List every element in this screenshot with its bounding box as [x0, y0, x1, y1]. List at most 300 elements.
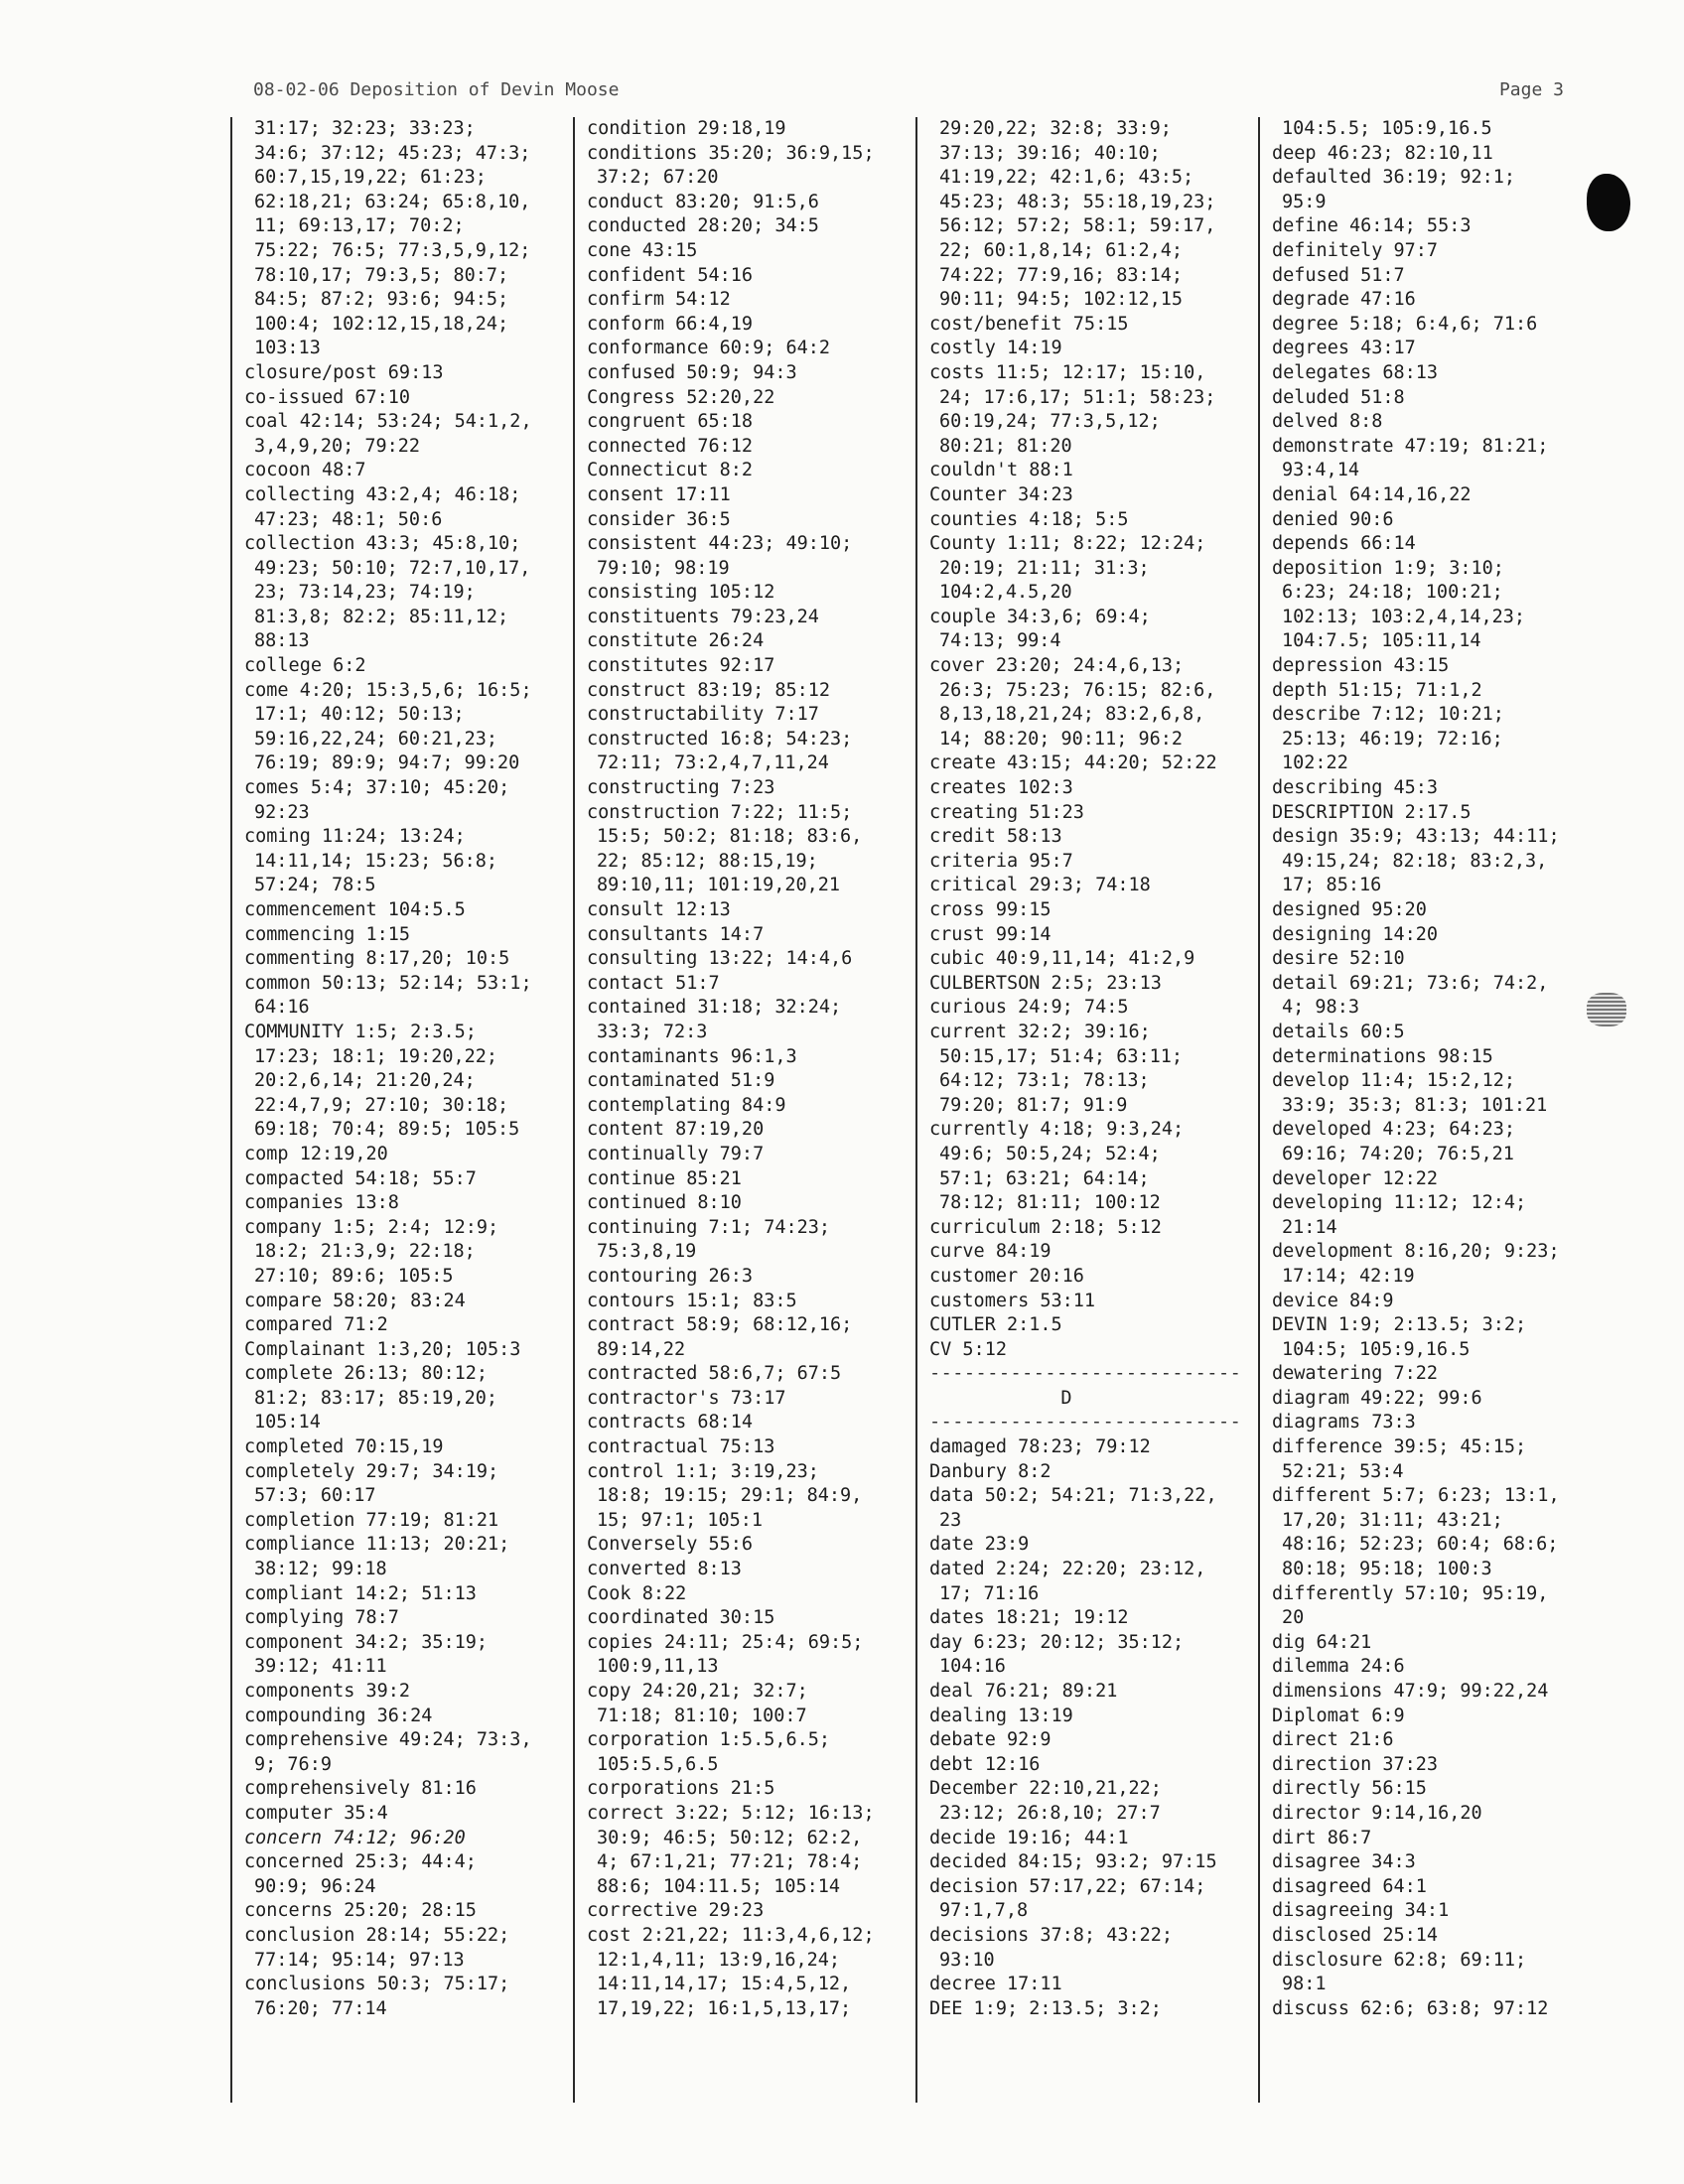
index-entry-continuation: 37:2; 67:20 [597, 167, 719, 189]
index-entry: depends 66:14 [1272, 533, 1416, 555]
index-entry: costly 14:19 [929, 338, 1062, 359]
index-entry: dilemma 24:6 [1272, 1656, 1405, 1678]
index-entry: directly 56:15 [1272, 1778, 1427, 1800]
index-entry: conform 66:4,19 [587, 313, 754, 335]
index-entry: damaged 78:23; 79:12 [929, 1436, 1151, 1458]
index-entry: corporation 1:5.5,6.5; [587, 1729, 831, 1751]
index-entry: crust 99:14 [929, 923, 1052, 945]
index-entry: confused 50:9; 94:3 [587, 361, 797, 383]
index-entry: dated 2:24; 22:20; 23:12, [929, 1559, 1206, 1580]
index-entry: customer 20:16 [929, 1265, 1084, 1287]
index-entry: cross 99:15 [929, 899, 1052, 920]
index-entry: device 84:9 [1272, 1290, 1394, 1311]
index-entry-continuation: 15; 97:1; 105:1 [597, 1509, 764, 1531]
index-entry-continuation: 27:10; 89:6; 105:5 [254, 1265, 454, 1287]
index-entry: different 5:7; 6:23; 13:1, [1272, 1485, 1560, 1507]
index-entry-continuation: 78:10,17; 79:3,5; 80:7; [254, 264, 509, 286]
index-entry: dates 18:21; 19:12 [929, 1607, 1129, 1629]
index-entry: disclosed 25:14 [1272, 1924, 1439, 1946]
index-entry-continuation: 100:4; 102:12,15,18,24; [254, 313, 509, 335]
index-entry: completed 70:15,19 [244, 1436, 444, 1458]
index-entry: DESCRIPTION 2:17.5 [1272, 801, 1472, 823]
index-entry: consult 12:13 [587, 899, 731, 920]
index-entry-continuation: 17,19,22; 16:1,5,13,17; [597, 1997, 852, 2019]
index-entry: concerned 25:3; 44:4; [244, 1851, 477, 1873]
index-entry: Cook 8:22 [587, 1582, 687, 1604]
index-entry-continuation: 75:3,8,19 [597, 1241, 697, 1263]
index-entry: dirt 86:7 [1272, 1827, 1372, 1848]
index-entry-continuation: 79:20; 81:7; 91:9 [939, 1094, 1128, 1116]
index-entry: describing 45:3 [1272, 777, 1439, 799]
index-entry-continuation: 69:18; 70:4; 89:5; 105:5 [254, 1119, 520, 1141]
index-entry: constitutes 92:17 [587, 655, 775, 677]
index-entry: contract 58:9; 68:12,16; [587, 1314, 853, 1336]
index-entry-continuation: 37:13; 39:16; 40:10; [939, 142, 1161, 164]
index-entry: construct 83:19; 85:12 [587, 679, 831, 701]
index-entry-continuation: 59:16,22,24; 60:21,23; [254, 728, 498, 750]
index-entry-continuation: 98:1 [1282, 1974, 1327, 1995]
index-entry-continuation: 20:19; 21:11; 31:3; [939, 557, 1150, 579]
index-entry: desire 52:10 [1272, 948, 1405, 970]
index-entry: creates 102:3 [929, 777, 1073, 799]
index-entry-continuation: 8,13,18,21,24; 83:2,6,8, [939, 704, 1205, 726]
index-entry: current 32:2; 39:16; [929, 1021, 1151, 1042]
index-entry: denial 64:14,16,22 [1272, 483, 1472, 505]
index-entry-continuation: 93:4,14 [1282, 460, 1359, 481]
index-entry-continuation: 23 [939, 1509, 962, 1531]
index-entry: discuss 62:6; 63:8; 97:12 [1272, 1997, 1549, 2019]
index-entry: come 4:20; 15:3,5,6; 16:5; [244, 679, 532, 701]
index-entry-continuation: 57:24; 78:5 [254, 875, 376, 896]
index-entry: constituents 79:23,24 [587, 606, 819, 627]
index-entry: concern 74:12; 96:20 [244, 1827, 466, 1848]
index-entry: degrees 43:17 [1272, 338, 1416, 359]
index-entry: diagram 49:22; 99:6 [1272, 1387, 1482, 1409]
index-column-1 [230, 117, 558, 2103]
index-entry-continuation: 48:16; 52:23; 60:4; 68:6; [1282, 1534, 1559, 1556]
index-entry: commencement 104:5.5 [244, 899, 466, 920]
index-entry: DEVIN 1:9; 2:13.5; 3:2; [1272, 1314, 1527, 1336]
index-entry-continuation: 29:20,22; 32:8; 33:9; [939, 118, 1172, 139]
index-entry: DEE 1:9; 2:13.5; 3:2; [929, 1997, 1162, 2019]
index-entry: decided 84:15; 93:2; 97:15 [929, 1851, 1217, 1873]
index-entry: decide 19:16; 44:1 [929, 1827, 1129, 1848]
index-entry: contaminants 96:1,3 [587, 1045, 797, 1067]
index-entry-continuation: 17; 71:16 [939, 1582, 1040, 1604]
index-entry: control 1:1; 3:19,23; [587, 1460, 819, 1482]
index-entry-continuation: 84:5; 87:2; 93:6; 94:5; [254, 289, 509, 311]
index-entry: December 22:10,21,22; [929, 1778, 1162, 1800]
index-entry: day 6:23; 20:12; 35:12; [929, 1631, 1185, 1653]
index-entry: conclusions 50:3; 75:17; [244, 1974, 510, 1995]
index-entry: dimensions 47:9; 99:22,24 [1272, 1681, 1549, 1702]
index-entry: consider 36:5 [587, 508, 731, 530]
index-entry: commencing 1:15 [244, 923, 411, 945]
index-entry: dealing 13:19 [929, 1705, 1073, 1726]
document-title: 08-02-06 Deposition of Devin Moose [253, 79, 620, 100]
index-entry: director 9:14,16,20 [1272, 1802, 1482, 1824]
index-entry-continuation: 17,20; 31:11; 43:21; [1282, 1509, 1503, 1531]
index-entry: curve 84:19 [929, 1241, 1052, 1263]
index-entry-continuation: 71:18; 81:10; 100:7 [597, 1705, 807, 1726]
index-entry: comprehensive 49:24; 73:3, [244, 1729, 532, 1751]
index-entry: deluded 51:8 [1272, 386, 1405, 408]
page-header [253, 79, 1574, 105]
index-entry-continuation: 49:23; 50:10; 72:7,10,17, [254, 557, 531, 579]
index-entry: couple 34:3,6; 69:4; [929, 606, 1151, 627]
index-entry-continuation: 25:13; 46:19; 72:16; [1282, 728, 1503, 750]
index-entry-continuation: 80:18; 95:18; 100:3 [1282, 1559, 1492, 1580]
index-entry-continuation: 89:10,11; 101:19,20,21 [597, 875, 841, 896]
index-entry-continuation: 64:16 [254, 997, 310, 1019]
index-entry: degrade 47:16 [1272, 289, 1416, 311]
index-entry-continuation: 26:3; 75:23; 76:15; 82:6, [939, 679, 1216, 701]
index-entry-continuation: 104:2,4.5,20 [939, 582, 1072, 604]
index-entry-continuation: 104:5.5; 105:9,16.5 [1282, 118, 1492, 139]
index-entry-continuation: 74:13; 99:4 [939, 630, 1061, 652]
index-entry-continuation: 14:11,14,17; 15:4,5,12, [597, 1974, 852, 1995]
index-entry: designed 95:20 [1272, 899, 1427, 920]
index-entry: complying 78:7 [244, 1607, 399, 1629]
index-column-2 [573, 117, 901, 2103]
index-entry: college 6:2 [244, 655, 366, 677]
index-entry: copy 24:20,21; 32:7; [587, 1681, 808, 1702]
index-entry: continued 8:10 [587, 1192, 742, 1214]
index-entry-continuation: 62:18,21; 63:24; 65:8,10, [254, 191, 531, 212]
index-column-4 [1258, 117, 1586, 2103]
index-entry: data 50:2; 54:21; 71:3,22, [929, 1485, 1217, 1507]
index-entry: congruent 65:18 [587, 411, 754, 433]
index-entry-continuation: 104:16 [939, 1656, 1006, 1678]
index-entry: counties 4:18; 5:5 [929, 508, 1129, 530]
index-entry: company 1:5; 2:4; 12:9; [244, 1216, 499, 1238]
index-entry: date 23:9 [929, 1534, 1030, 1556]
index-entry-continuation: 50:15,17; 51:4; 63:11; [939, 1045, 1184, 1067]
index-entry: converted 8:13 [587, 1559, 742, 1580]
index-entry: cost 2:21,22; 11:3,4,6,12; [587, 1924, 875, 1946]
index-entry: content 87:19,20 [587, 1119, 765, 1141]
index-entry: customers 53:11 [929, 1290, 1096, 1311]
index-entry-continuation: 57:3; 60:17 [254, 1485, 376, 1507]
index-entry: delegates 68:13 [1272, 361, 1439, 383]
index-entry: debt 12:16 [929, 1753, 1041, 1775]
index-entry: constructed 16:8; 54:23; [587, 728, 853, 750]
index-entry-continuation: 14:11,14; 15:23; 56:8; [254, 850, 498, 872]
index-entry-continuation: 89:14,22 [597, 1338, 686, 1360]
index-entry: dig 64:21 [1272, 1631, 1372, 1653]
index-entry: criteria 95:7 [929, 850, 1073, 872]
index-entry: depth 51:15; 71:1,2 [1272, 679, 1482, 701]
index-entry-continuation: 102:13; 103:2,4,14,23; [1282, 606, 1526, 627]
index-entry: Complainant 1:3,20; 105:3 [244, 1338, 521, 1360]
index-entry-continuation: 64:12; 73:1; 78:13; [939, 1070, 1150, 1092]
index-entry: direct 21:6 [1272, 1729, 1394, 1751]
index-entry-continuation: 79:10; 98:19 [597, 557, 730, 579]
index-entry: consistent 44:23; 49:10; [587, 533, 853, 555]
index-entry: disagree 34:3 [1272, 1851, 1416, 1873]
index-entry: cost/benefit 75:15 [929, 313, 1129, 335]
index-entry: contractor's 73:17 [587, 1387, 786, 1409]
index-entry-continuation: 22; 85:12; 88:15,19; [597, 850, 818, 872]
index-entry: compounding 36:24 [244, 1705, 433, 1726]
index-entry-continuation: 38:12; 99:18 [254, 1559, 387, 1580]
page-number: Page 3 [1498, 79, 1564, 100]
index-entry: detail 69:21; 73:6; 74:2, [1272, 972, 1549, 994]
index-entry-continuation: 75:22; 76:5; 77:3,5,9,12; [254, 239, 531, 261]
index-entry-continuation: 9; 76:9 [254, 1753, 332, 1775]
index-entry-continuation: 20 [1282, 1607, 1305, 1629]
section-rule: --------------------------- [929, 1412, 1242, 1433]
index-entry: deal 76:21; 89:21 [929, 1681, 1118, 1702]
binder-hole-mark [1587, 993, 1626, 1026]
index-entry: disagreeing 34:1 [1272, 1900, 1450, 1922]
index-entry: conditions 35:20; 36:9,15; [587, 142, 875, 164]
index-entry: condition 29:18,19 [587, 118, 786, 139]
index-entry: cocoon 48:7 [244, 460, 366, 481]
index-entry-continuation: 33:9; 35:3; 81:3; 101:21 [1282, 1094, 1548, 1116]
index-entry-continuation: 76:19; 89:9; 94:7; 99:20 [254, 752, 520, 774]
index-entry: contours 15:1; 83:5 [587, 1290, 797, 1311]
index-entry-continuation: 22:4,7,9; 27:10; 30:18; [254, 1094, 509, 1116]
index-entry-continuation: 3,4,9,20; 79:22 [254, 435, 421, 457]
index-entry-continuation: 4; 98:3 [1282, 997, 1359, 1019]
index-entry: Diplomat 6:9 [1272, 1705, 1405, 1726]
index-entry: compared 71:2 [244, 1314, 388, 1336]
index-entry: connected 76:12 [587, 435, 754, 457]
index-entry-continuation: 97:1,7,8 [939, 1900, 1029, 1922]
index-entry: couldn't 88:1 [929, 460, 1073, 481]
index-entry-continuation: 21:14 [1282, 1216, 1337, 1238]
index-entry: deep 46:23; 82:10,11 [1272, 142, 1493, 164]
index-entry: Counter 34:23 [929, 483, 1073, 505]
index-entry-continuation: 90:9; 96:24 [254, 1875, 376, 1897]
index-entry-continuation: 23; 73:14,23; 74:19; [254, 582, 476, 604]
index-entry: curious 24:9; 74:5 [929, 997, 1129, 1019]
index-entry: develop 11:4; 15:2,12; [1272, 1070, 1516, 1092]
index-entry: difference 39:5; 45:15; [1272, 1436, 1527, 1458]
section-rule: --------------------------- [929, 1363, 1242, 1385]
index-entry: definitely 97:7 [1272, 239, 1439, 261]
index-entry: costs 11:5; 12:17; 15:10, [929, 361, 1206, 383]
index-entry-continuation: 76:20; 77:14 [254, 1997, 387, 2019]
index-entry: defaulted 36:19; 92:1; [1272, 167, 1516, 189]
index-entry: conducted 28:20; 34:5 [587, 215, 819, 237]
index-entry: developed 4:23; 64:23; [1272, 1119, 1516, 1141]
index-entry-continuation: 6:23; 24:18; 100:21; [1282, 582, 1503, 604]
index-entry: decree 17:11 [929, 1974, 1062, 1995]
index-entry-continuation: 78:12; 81:11; 100:12 [939, 1192, 1161, 1214]
index-entry-continuation: 80:21; 81:20 [939, 435, 1072, 457]
index-entry-continuation: 88:13 [254, 630, 310, 652]
index-entry: direction 37:23 [1272, 1753, 1439, 1775]
index-entry: concerns 25:20; 28:15 [244, 1900, 477, 1922]
index-entry: CV 5:12 [929, 1338, 1007, 1360]
index-entry: corrective 29:23 [587, 1900, 765, 1922]
index-entry: cone 43:15 [587, 239, 698, 261]
index-entry-continuation: 74:22; 77:9,16; 83:14; [939, 264, 1184, 286]
index-entry: completely 29:7; 34:19; [244, 1460, 499, 1482]
index-entry: Congress 52:20,22 [587, 386, 775, 408]
index-entry-continuation: 77:14; 95:14; 97:13 [254, 1949, 465, 1971]
index-entry: collecting 43:2,4; 46:18; [244, 483, 521, 505]
index-entry: components 39:2 [244, 1681, 411, 1702]
index-entry-continuation: 49:15,24; 82:18; 83:2,3, [1282, 850, 1548, 872]
index-entry-continuation: 92:23 [254, 801, 310, 823]
index-entry-continuation: 104:5; 105:9,16.5 [1282, 1338, 1471, 1360]
index-entry: conformance 60:9; 64:2 [587, 338, 831, 359]
index-entry: describe 7:12; 10:21; [1272, 704, 1504, 726]
index-entry: conduct 83:20; 91:5,6 [587, 191, 819, 212]
index-entry: demonstrate 47:19; 81:21; [1272, 435, 1549, 457]
index-entry-continuation: 17:23; 18:1; 19:20,22; [254, 1045, 498, 1067]
index-entry-continuation: 20:2,6,14; 21:20,24; [254, 1070, 476, 1092]
index-entry: cover 23:20; 24:4,6,13; [929, 655, 1185, 677]
index-entry: constitute 26:24 [587, 630, 765, 652]
index-entry: component 34:2; 35:19; [244, 1631, 489, 1653]
index-entry-continuation: 81:2; 83:17; 85:19,20; [254, 1387, 498, 1409]
index-entry: continuing 7:1; 74:23; [587, 1216, 831, 1238]
index-entry-continuation: 60:7,15,19,22; 61:23; [254, 167, 487, 189]
index-entry: denied 90:6 [1272, 508, 1394, 530]
index-entry: contact 51:7 [587, 972, 720, 994]
index-entry: consulting 13:22; 14:4,6 [587, 948, 853, 970]
index-entry: details 60:5 [1272, 1021, 1405, 1042]
index-entry: completion 77:19; 81:21 [244, 1509, 499, 1531]
index-entry: COMMUNITY 1:5; 2:3.5; [244, 1021, 477, 1042]
index-columns [230, 117, 1611, 2103]
index-entry-continuation: 23:12; 26:8,10; 27:7 [939, 1802, 1161, 1824]
index-entry-continuation: 41:19,22; 42:1,6; 43:5; [939, 167, 1194, 189]
index-entry: coal 42:14; 53:24; 54:1,2, [244, 411, 532, 433]
index-entry: construction 7:22; 11:5; [587, 801, 853, 823]
index-entry: create 43:15; 44:20; 52:22 [929, 752, 1217, 774]
index-entry: delved 8:8 [1272, 411, 1383, 433]
index-entry-continuation: 17:1; 40:12; 50:13; [254, 704, 465, 726]
index-entry-continuation: 17; 85:16 [1282, 875, 1382, 896]
index-entry: common 50:13; 52:14; 53:1; [244, 972, 532, 994]
index-entry: depression 43:15 [1272, 655, 1450, 677]
index-entry-continuation: 88:6; 104:11.5; 105:14 [597, 1875, 841, 1897]
index-entry-continuation: 93:10 [939, 1949, 995, 1971]
index-entry: contained 31:18; 32:24; [587, 997, 842, 1019]
index-entry-continuation: 105:14 [254, 1412, 321, 1433]
ink-blot [1587, 174, 1630, 231]
index-entry: defused 51:7 [1272, 264, 1405, 286]
index-entry: development 8:16,20; 9:23; [1272, 1241, 1560, 1263]
index-entry-continuation: 72:11; 73:2,4,7,11,24 [597, 752, 829, 774]
index-entry-continuation: 11; 69:13,17; 70:2; [254, 215, 465, 237]
index-entry-continuation: 22; 60:1,8,14; 61:2,4; [939, 239, 1184, 261]
index-entry: computer 35:4 [244, 1802, 388, 1824]
index-entry-continuation: 100:9,11,13 [597, 1656, 719, 1678]
index-entry-continuation: 33:3; 72:3 [597, 1021, 708, 1042]
section-letter: D [1060, 1387, 1072, 1409]
index-entry: consent 17:11 [587, 483, 731, 505]
index-entry: contaminated 51:9 [587, 1070, 775, 1092]
index-entry: comprehensively 81:16 [244, 1778, 477, 1800]
index-entry-continuation: 52:21; 53:4 [1282, 1460, 1404, 1482]
index-entry: contractual 75:13 [587, 1436, 775, 1458]
index-entry: confident 54:16 [587, 264, 754, 286]
index-entry: design 35:9; 43:13; 44:11; [1272, 826, 1560, 848]
index-entry-continuation: 12:1,4,11; 13:9,16,24; [597, 1949, 841, 1971]
index-entry: constructing 7:23 [587, 777, 775, 799]
index-entry-continuation: 47:23; 48:1; 50:6 [254, 508, 443, 530]
index-entry: credit 58:13 [929, 826, 1062, 848]
index-entry: compacted 54:18; 55:7 [244, 1167, 477, 1189]
index-entry: confirm 54:12 [587, 289, 731, 311]
index-entry: co-issued 67:10 [244, 386, 411, 408]
index-entry: dewatering 7:22 [1272, 1363, 1439, 1385]
index-entry: decisions 37:8; 43:22; [929, 1924, 1174, 1946]
index-entry-continuation: 104:7.5; 105:11,14 [1282, 630, 1481, 652]
index-entry: disagreed 64:1 [1272, 1875, 1427, 1897]
index-entry: Danbury 8:2 [929, 1460, 1052, 1482]
index-entry: developer 12:22 [1272, 1167, 1439, 1189]
index-entry: compliance 11:13; 20:21; [244, 1534, 510, 1556]
index-entry-continuation: 45:23; 48:3; 55:18,19,23; [939, 191, 1216, 212]
index-entry: companies 13:8 [244, 1192, 399, 1214]
index-entry: cubic 40:9,11,14; 41:2,9 [929, 948, 1195, 970]
index-entry-continuation: 31:17; 32:23; 33:23; [254, 118, 476, 139]
index-entry-continuation: 49:6; 50:5,24; 52:4; [939, 1143, 1161, 1164]
index-entry: determinations 98:15 [1272, 1045, 1493, 1067]
index-entry: correct 3:22; 5:12; 16:13; [587, 1802, 875, 1824]
index-entry-continuation: 95:9 [1282, 191, 1327, 212]
index-entry-continuation: 17:14; 42:19 [1282, 1265, 1415, 1287]
index-entry-continuation: 39:12; 41:11 [254, 1656, 387, 1678]
index-entry: County 1:11; 8:22; 12:24; [929, 533, 1206, 555]
index-entry: compliant 14:2; 51:13 [244, 1582, 477, 1604]
index-entry: corporations 21:5 [587, 1778, 775, 1800]
index-entry: conclusion 28:14; 55:22; [244, 1924, 510, 1946]
index-entry: consisting 105:12 [587, 582, 775, 604]
index-entry: differently 57:10; 95:19, [1272, 1582, 1549, 1604]
index-entry: CUTLER 2:1.5 [929, 1314, 1062, 1336]
index-entry-continuation: 60:19,24; 77:3,5,12; [939, 411, 1161, 433]
index-entry: contouring 26:3 [587, 1265, 754, 1287]
index-entry: constructability 7:17 [587, 704, 819, 726]
index-entry: decision 57:17,22; 67:14; [929, 1875, 1206, 1897]
index-entry: disclosure 62:8; 69:11; [1272, 1949, 1527, 1971]
index-entry-continuation: 81:3,8; 82:2; 85:11,12; [254, 606, 509, 627]
index-entry: deposition 1:9; 3:10; [1272, 557, 1504, 579]
index-entry: continually 79:7 [587, 1143, 765, 1164]
index-entry: coordinated 30:15 [587, 1607, 775, 1629]
index-entry: define 46:14; 55:3 [1272, 215, 1472, 237]
index-entry: closure/post 69:13 [244, 361, 444, 383]
index-entry-continuation: 18:2; 21:3,9; 22:18; [254, 1241, 476, 1263]
index-entry: coming 11:24; 13:24; [244, 826, 466, 848]
index-entry: debate 92:9 [929, 1729, 1052, 1751]
index-entry: continue 85:21 [587, 1167, 742, 1189]
index-entry: contracts 68:14 [587, 1412, 754, 1433]
index-entry: diagrams 73:3 [1272, 1412, 1416, 1433]
index-entry: currently 4:18; 9:3,24; [929, 1119, 1185, 1141]
index-entry: designing 14:20 [1272, 923, 1439, 945]
index-entry: creating 51:23 [929, 801, 1084, 823]
index-entry: curriculum 2:18; 5:12 [929, 1216, 1162, 1238]
index-entry: commenting 8:17,20; 10:5 [244, 948, 510, 970]
index-entry: developing 11:12; 12:4; [1272, 1192, 1527, 1214]
index-entry: contracted 58:6,7; 67:5 [587, 1363, 842, 1385]
index-entry-continuation: 30:9; 46:5; 50:12; 62:2, [597, 1827, 863, 1848]
index-entry-continuation: 105:5.5,6.5 [597, 1753, 719, 1775]
index-entry: degree 5:18; 6:4,6; 71:6 [1272, 313, 1538, 335]
index-entry-continuation: 57:1; 63:21; 64:14; [939, 1167, 1150, 1189]
index-entry-continuation: 18:8; 19:15; 29:1; 84:9, [597, 1485, 863, 1507]
index-entry: complete 26:13; 80:12; [244, 1363, 489, 1385]
